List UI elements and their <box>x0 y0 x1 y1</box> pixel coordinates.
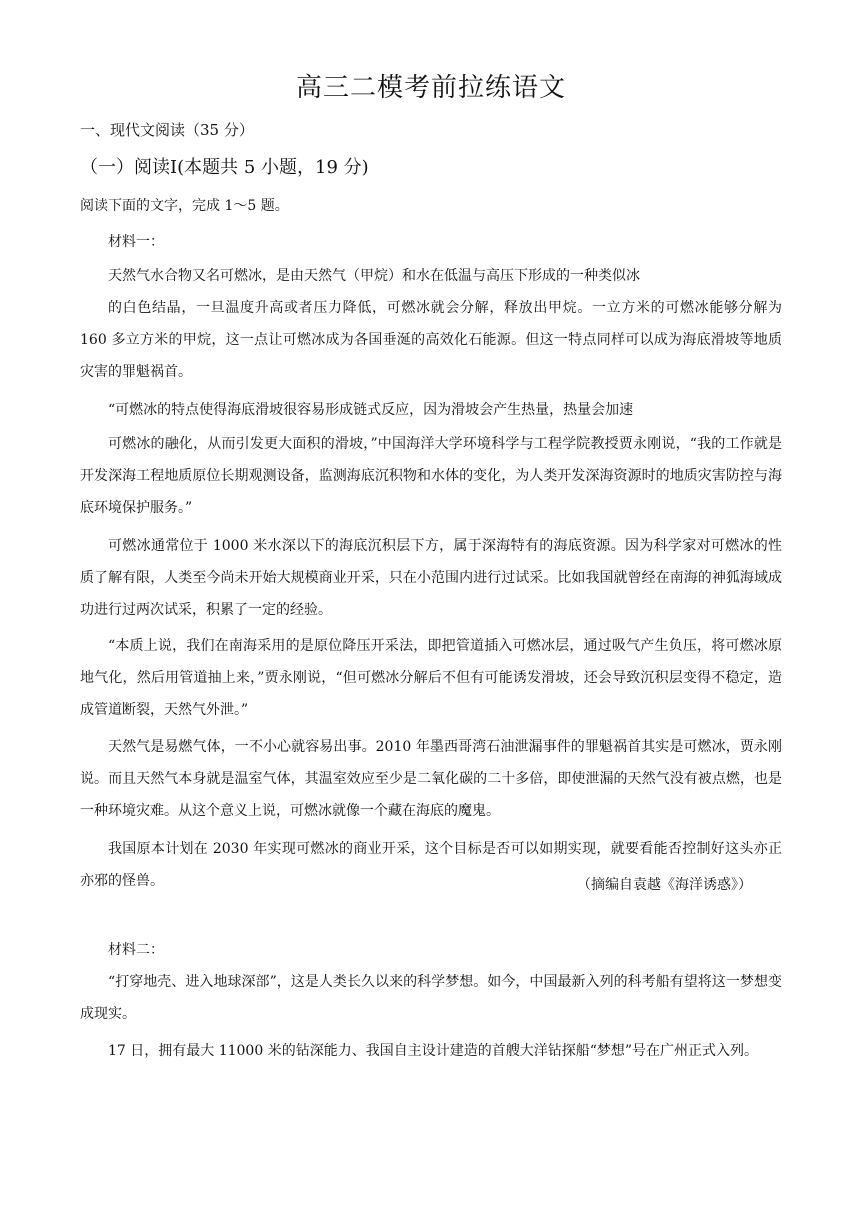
instruction-text: 阅读下面的文字，完成 1～5 题。 <box>80 198 289 214</box>
material1-paragraph6: 我国原本计划在 2030 年实现可燃冰的商业开采，这个目标是否可以如期实现，就要看能否控制好这头亦正亦邪的怪兽。 <box>80 841 782 889</box>
material1-paragraph5: 天然气是易燃气体，一不小心就容易出事。2010 年墨西哥湾石油泄漏事件的罪魁祸首其实是可燃冰，贾永刚说。而且天然气本身就是温室气体，其温室效应至少是二氧化碳的二十多倍，即使泄漏的天然气没有被点燃，也是一种环境灾难。从这个意义上说，可燃冰就像一个藏在海底的魔鬼。 <box>80 739 782 819</box>
material2-label: 材料二： <box>108 942 164 958</box>
material1-source: （摘编自袁越《海洋诱惑》） <box>577 877 752 893</box>
subsection-heading: （一）阅读Ⅰ(本题共 5 小题，19 分) <box>80 157 369 178</box>
material2-paragraph1: “打穿地壳、进入地球深部”，这是人类长久以来的科学梦想。如今，中国最新入列的科考船有望将这一梦想变成现实。 <box>80 974 782 1022</box>
material1-paragraph4: “本质上说，我们在南海采用的是原位降压开采法，即把管道插入可燃冰层，通过吸气产生负压，将可燃冰原地气化，然后用管道抽上来，”贾永刚说，“但可燃冰分解后不但有可能诱发滑坡，还会导致沉积层变得不稳定，造成管道断裂，天然气外泄。” <box>80 638 782 718</box>
material2-paragraph2: 17 日，拥有最大 11000 米的钻深能力、我国自主设计建造的首艘大洋钻探船“梦想”号在广州正式入列。 <box>108 1043 759 1059</box>
material1-label: 材料一： <box>108 234 164 250</box>
material1-paragraph3: 可燃冰通常位于 1000 米水深以下的海底沉积层下方，属于深海特有的海底资源。因为科学家对可燃冰的性质了解有限，人类至今尚未开始大规模商业开采，只在小范围内进行过试采。比如我国就曾经在南海的神狐海域成功进行过两次试采，积累了一定的经验。 <box>80 538 782 618</box>
page-title: 高三二模考前拉练语文 <box>295 73 566 103</box>
material1-paragraph2: 可燃冰的融化，从而引发更大面积的滑坡，”中国海洋大学环境科学与工程学院教授贾永刚说，“我的工作就是开发深海工程地质原位长期观测设备，监测海底沉积物和水体的变化，为人类开发深海资源时的地质灾害防控与海底环境保护服务。” <box>80 436 782 516</box>
material1-paragraph2-line1: “可燃冰的特点使得海底滑坡很容易形成链式反应，因为滑坡会产生热量，热量会加速 <box>108 402 634 418</box>
material1-paragraph1-line1: 天然气水合物又名可燃冰，是由天然气（甲烷）和水在低温与高压下形成的一种类似冰 <box>108 268 640 284</box>
material1-paragraph1: 的白色结晶，一旦温度升高或者压力降低，可燃冰就会分解，释放出甲烷。一立方米的可燃冰能够分解为 160 多立方米的甲烷，这一点让可燃冰成为各国垂涎的高效化石能源。但这一特点同样可以成为海底滑坡等地质灾害的罪魁祸首。 <box>80 300 782 380</box>
section-heading: 一、现代文阅读（35 分） <box>80 121 254 139</box>
